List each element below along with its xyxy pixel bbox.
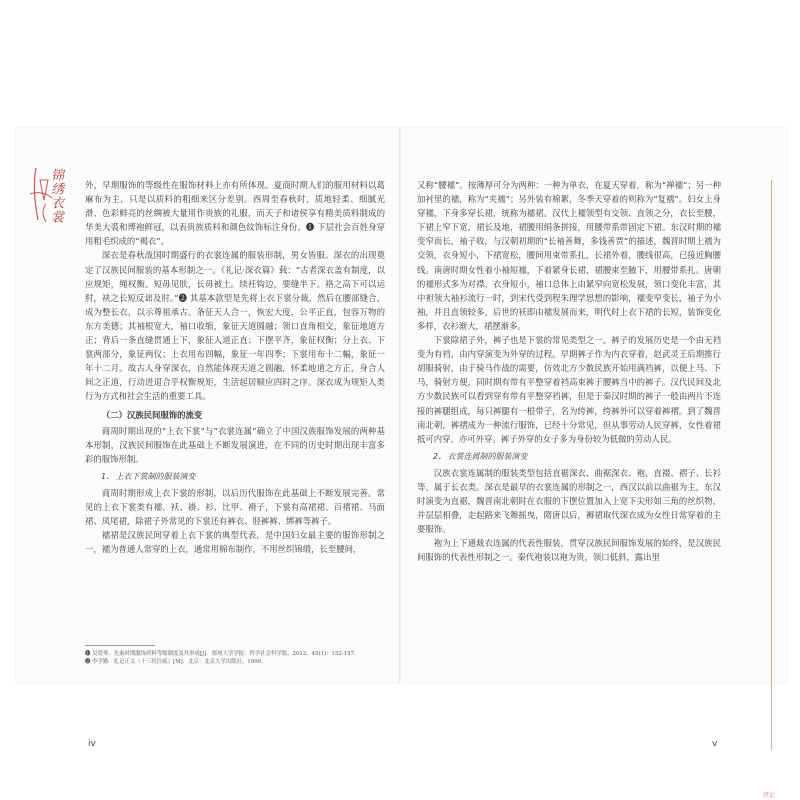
paragraph: 外，早期服饰的等级性在服饰材料上亦有所体现。夏商时期人们的服用材料以葛麻布为主，只是以质料的粗细来区分差别。西周至春秋时，质地轻柔、细腻光滑、色彩鲜亮的丝绸被大量用作贵族的礼服，而天子和诸侯享有精美质料制成的华美大裘和博袍鲜冠，以表贵族质料和颜色纹饰标注身份。❶ 下层社会百姓身穿用粗毛织成的“褐衣”。 (85, 180, 385, 247)
side-chapter-label: 绪论 (763, 792, 776, 799)
book-logo-text: 锦绣衣裳 (48, 168, 63, 224)
paragraph: 汉族衣裳连属制的服装类型包括直裾深衣、曲裾深衣、袍、直裰、褶子、长衫等，属于长衣类。深衣是最早的衣裳连属的形制之一，西汉以前以曲裾为主，东汉时演变为直裾，魏晋南北朝时在衣服的下摆位置加入上宽下尖形如三角的丝织物，并层层相叠，走起路来飞舞摇曳，隋唐以后，褥裙取代深衣成为女性日常穿着的主要服饰。 (417, 467, 721, 535)
page-number-left: iv (88, 739, 96, 749)
footnote-rule (85, 645, 155, 646)
footnote-2: ❷ 李学勤．礼记正义（十三经注疏）[M]．北京：北京大学出版社，1999． (85, 658, 267, 665)
paragraph: 商周时期形成上衣下裳的形制，以后历代服饰在此基础上不断发展完善。常见的上衣下裳类有襦、袄、褂、衫、比甲、褙子，下裳有高裙裙、百褶裙、马面裙、凤尾裙，除裙子外常见的下裳还有裤衣、胫裤裤、绑裤等裤子。 (85, 487, 385, 527)
footnote-1: ❶ 吴爱琴．先秦时期服饰质料等级制度及其形成[J]．郑州大学学报：哲学社会科学版，2012，45(1)：152-157． (85, 650, 360, 657)
paragraph: 襦裙是汉族民间穿着上衣下裳的典型代表，是中国妇女最主要的服饰形制之一，襦为普通人常穿的上衣，通常用棉布制作，不用丝织锦缎，长至腰间， (85, 530, 385, 555)
book-gutter (399, 128, 401, 683)
page-number-right: v (712, 739, 718, 749)
subsection-heading: 1. 上衣下裳制的服装演变 (101, 471, 196, 481)
left-page-body (85, 178, 385, 556)
section-heading: （二）汉族民间服饰的流变 (101, 409, 203, 420)
side-rule (771, 180, 772, 750)
paragraph: 深衣是春秋战国时期盛行的衣裳连属的服装形制，男女皆服。深衣的出现奠定了汉族民间服装的基本形制之一。《礼记·深衣篇》载：“古者深衣盖有制度，以应规矩，绳权衡。短毋见肤，长毋被土。续衽钩边，要缝半下。袼之高下可以运肘，袂之长短反诎及肘。”❷ 其基本款型是先将上衣下裳分裁，然后在腰部缝合，成为整长衣，以示尊祖承古。条征天人合一，恢宏大度，公平正直，包容万物的东方美德；其袖根宽大，袖口收缩，象征天道圆融；领口直角相交，象征地道方正；背后一条直缝贯通上下，象征人道正直；下摆平齐，象征权衡；分上衣、下裳两部分，象征两仪；上衣用布四幅，象征一年四季；下裳用布十二幅，象征一年十二月。故古人身穿深衣，自然能体现天道之圆融，怀柔地道之方正，身合人间之正道，行动进退合乎权衡规矩，生活起居顺应四时之序。深衣成为规矩人类行为方式和社会生活的重要工具。 (85, 250, 385, 402)
paragraph: 又称“腰襦”。按薄厚可分为两种：一种为单衣，在夏天穿着，称为“禅襦”；另一种加衬里的襦，称为“夹襦”；另外装有棉絮，冬季天穿着的则称为“复襦”。妇女上身穿襦，下身多穿长裙，统称为襦裙。汉代上襦领型有交领、直领之分，衣长至腰，下裙上窄下宽，裙长及地，裙腰用绢条拼接，用腰带系带固定下裙。东汉时期的襦变窄而长，袖子收，与汉朝初期的“长袖善舞，多钱善贾”的描述，魏晋时期上襦为交领，衣身短小，下裙宽松，腰间用束带系扎，长裙外着，腰线很高，已接近胸腰线。南唐时期女性着小袖短襦，下着紧身长裙，裙腰束至腋下，用腰带系扎。唐朝的襦形式多为对襟，衣身短小，袖口总体上由紧窄向宽松发展，领口变化丰富，其中袒领大袖衫流行一时，到宋代受到程朱理学思想的影响，襦变窄变长，袖子为小袖，并且直领较多，后世的袄即由襦发展而来，明代时上衣下裙的长短，装饰变化多样，衣衫渐大，裙摆渐多。 (417, 180, 721, 331)
paragraph: 下裳除裙子外，裤子也是下裳的常见类型之一。裤子的发展历史是一个由无裆变为有裆，由内穿演变为外穿的过程。早期裤子作为内衣穿着，赵武灵王后期推行胡服骑射，由于骑马作战的需要，仿效北方少数民族开始用满裆裤，以便上马、下马，骑射方便，同时期有带有平整穿着裆高束裤于腰裤当中的裤子。汉代民间及北方少数民族可以看到穿有带有平整穿裆裤，但是于秦汉时期的裤子一般由两片不连接的裤腿组成，每只裤腿有一根带子，名为绔裤，绔裤外可以穿着裤褶。到了魏晋南北朝，裤褶成为一种流行服饰，已经十分常见，但从事劳动人民穿裤，女性着裙抵可内穿，亦可外穿。裤子外穿的女子多为身份较为低微的劳动人民。 (417, 335, 721, 444)
paragraph: 商周时期出现的“上衣下裳”与“衣裳连属”确立了中国汉族服饰发展的两种基本形制，汉族民间服饰在此基础上不断发展演进，在不同的历史时期出现丰富多彩的服饰形制。 (85, 425, 385, 464)
footnotes (85, 645, 385, 666)
right-page-body (417, 178, 721, 565)
paragraph: 袍为上下通裁衣连属的代表性服装，贯穿汉族民间服饰发展的始终，是汉族民间服饰的代表性形制之一。秦代袍装以袍为贵，领口低斜，露出里 (417, 538, 721, 563)
subsection-heading: 2. 衣裳连属制的服装演变 (433, 451, 528, 461)
